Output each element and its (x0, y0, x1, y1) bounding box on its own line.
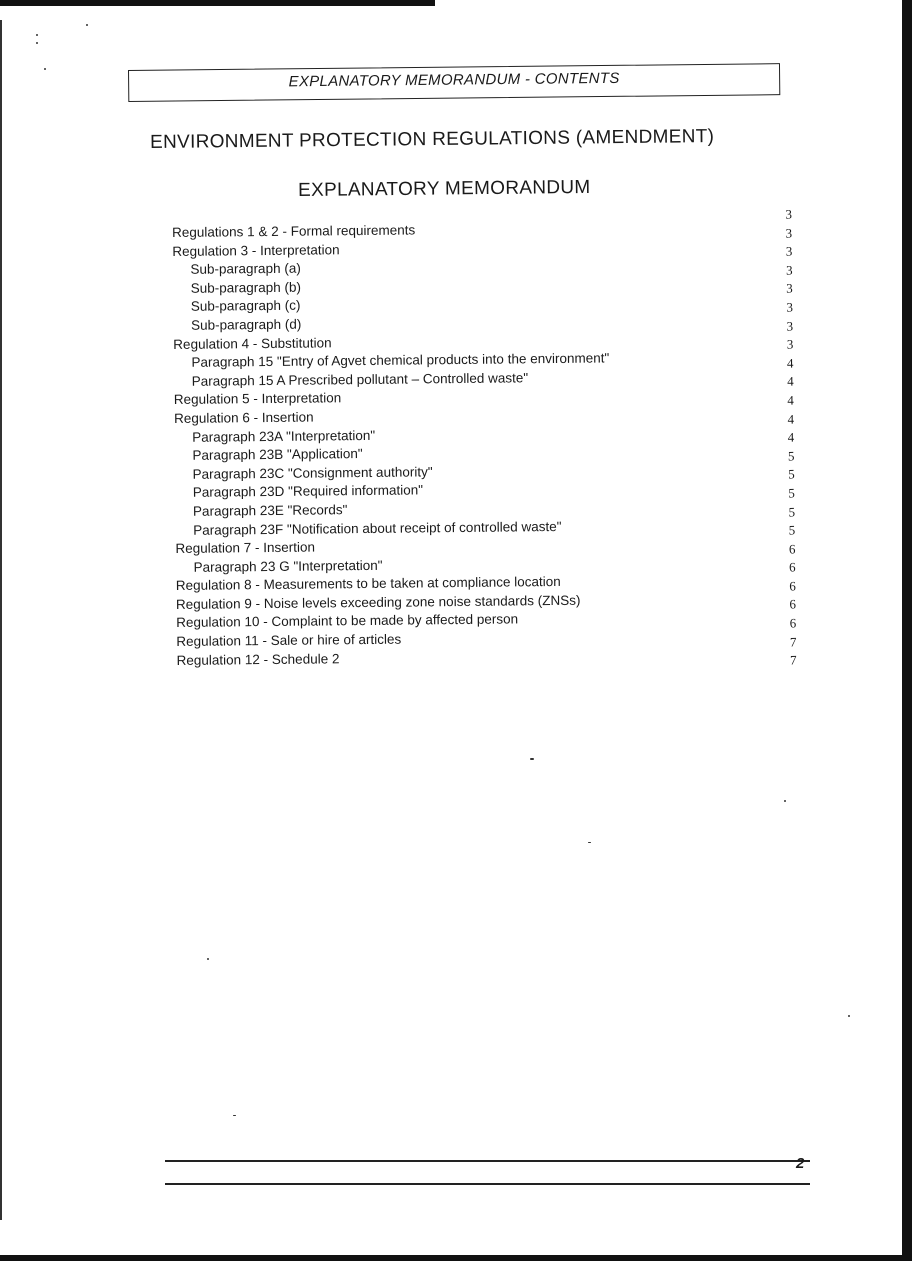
scan-speck (848, 1015, 850, 1017)
scan-speck (36, 34, 38, 36)
scan-speck (207, 958, 209, 960)
toc-entry-page: 6 (789, 615, 797, 631)
scan-border-top (0, 0, 435, 6)
toc-entry-page: 7 (790, 652, 797, 668)
toc-entry-page: 4 (786, 355, 794, 371)
toc-entry-label: Paragraph 15 A Prescribed pollutant – Controlled waste" (191, 370, 529, 389)
toc-entry-label: Regulation 9 - Noise levels exceeding zone noise standards (ZNSs) (175, 592, 581, 612)
toc-entry-page: 5 (788, 522, 796, 538)
toc-entry-label: Regulation 3 - Interpretation (172, 241, 340, 259)
toc-entry-label: Paragraph 15 "Entry of Agvet chemical products into the environment" (191, 350, 610, 370)
toc-entry-page: 7 (789, 634, 797, 650)
toc-entry-label: Sub-paragraph (d) (190, 316, 302, 333)
toc-entry-label: Regulation 8 - Measurements to be taken at compliance location (175, 574, 561, 594)
scan-speck (36, 42, 38, 44)
toc-entry-page: 6 (789, 596, 797, 613)
toc-entry-label: Sub-paragraph (a) (190, 260, 301, 277)
toc-entry-label: Sub-paragraph (c) (190, 298, 301, 315)
scan-speck (588, 842, 591, 843)
toc-entry-label: Sub-paragraph (b) (190, 279, 302, 296)
toc-entry-label: Regulation 10 - Complaint to be made by affected person (176, 611, 519, 631)
toc-entry-label: Regulation 7 - Insertion (175, 539, 316, 557)
footer-page-number: 2 (796, 1155, 805, 1172)
scan-speck (233, 1115, 236, 1116)
scan-border-left (0, 20, 2, 1220)
toc-entry-label: Regulation 11 - Sale or hire of articles (176, 631, 402, 650)
document-title: ENVIRONMENT PROTECTION REGULATIONS (AMENDMENT) (150, 126, 715, 153)
toc-entry-page: 4 (787, 392, 794, 408)
toc-entry-page: 3 (786, 336, 794, 352)
toc-entry-page: 6 (789, 578, 796, 594)
footer-rule-top (165, 1160, 810, 1162)
toc-entry-label: Paragraph 23D "Required information" (192, 482, 424, 501)
footer-rule-bottom (165, 1183, 810, 1185)
toc-entry-label: Paragraph 23 G "Interpretation" (193, 557, 383, 575)
toc-entry-page: 6 (788, 541, 796, 557)
toc-entry-page: 6 (789, 559, 796, 575)
toc-entry-label: Paragraph 23A "Interpretation" (192, 427, 376, 445)
contents-header-box (128, 63, 780, 102)
toc-entry-page: 5 (787, 448, 795, 464)
toc-entry-label: Regulation 5 - Interpretation (173, 390, 342, 408)
toc-entry-label: Regulation 4 - Substitution (173, 334, 332, 352)
toc-entry-page: 4 (787, 373, 794, 389)
table-of-contents (172, 206, 797, 689)
scan-speck (86, 24, 88, 26)
toc-entry-page: 5 (788, 503, 796, 520)
toc-entry-page: 3 (786, 299, 793, 315)
toc-entry-page: 3 (785, 225, 793, 241)
toc-entry-label: Regulation 12 - Schedule 2 (176, 650, 340, 668)
toc-entry-page: 5 (788, 466, 795, 482)
toc-entry-label: Regulation 6 - Insertion (173, 409, 314, 426)
toc-entry-page: 3 (785, 243, 793, 259)
document-subtitle: EXPLANATORY MEMORANDUM (298, 176, 591, 201)
toc-entry-page: 3 (785, 262, 793, 278)
toc-entry-page: 3 (785, 206, 793, 222)
scan-speck (44, 68, 46, 70)
toc-entry-label: Paragraph 23B "Application" (192, 446, 363, 463)
toc-entry-label: Paragraph 23E "Records" (192, 502, 348, 519)
toc-entry-label: Regulations 1 & 2 - Formal requirements (172, 222, 416, 240)
toc-entry-label: Paragraph 23F "Notification about receipt of controlled waste" (193, 518, 562, 538)
toc-entry-page: 3 (786, 280, 793, 296)
scan-speck (530, 758, 534, 760)
toc-entry-page: 4 (787, 429, 795, 445)
toc-entry-label: Paragraph 23C "Consignment authority" (192, 464, 433, 482)
contents-header-title: EXPLANATORY MEMORANDUM - CONTENTS (288, 69, 620, 91)
toc-entry-page: 4 (787, 411, 795, 427)
toc-entry-page: 3 (786, 318, 794, 334)
scan-border-bottom (0, 1255, 912, 1261)
scan-speck (784, 800, 786, 802)
toc-entry-page: 5 (788, 485, 795, 501)
scan-border-right (902, 0, 912, 1261)
